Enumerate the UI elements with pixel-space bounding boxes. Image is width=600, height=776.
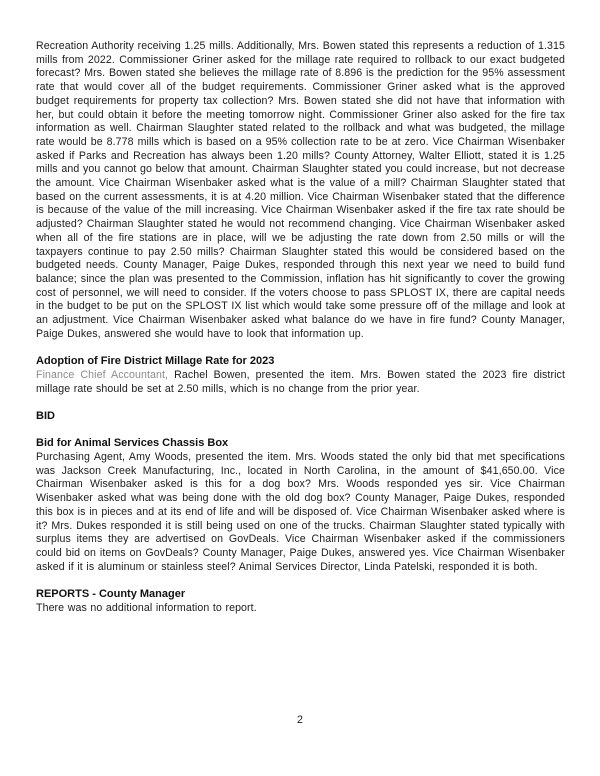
heading-fire-district-millage: Adoption of Fire District Millage Rate for 2023 [36,355,275,368]
paragraph-millage-discussion: Recreation Authority receiving 1.25 mills. Additionally, Mrs. Bowen stated this represents a reduction of 1.315 mills from 2022. Commissioner Griner asked for the millage rate required to rollback to our exact budgeted forecast? Mrs. Bowen stated she believes the millage rate of 8.896 is the prediction for the 95% assessment rate that would cover all of the budget requirements. Commissioner Griner asked what is the approved budget requirements for property tax collection? Mrs. Bowen stated she did not have that information with her, but could obtain it before the meeting tomorrow night. Commissioner Griner also asked for the fire tax information as well. Chairman Slaughter stated related to the rollback and what was budgeted, the millage rate would be 8.778 mills which is based on a 95% collection rate to be at zero. Vice Chairman Wisenbaker asked if Parks and Recreation has always been 1.20 mills? County Attorney, Walter Elliott, stated it is 1.25 mills and you cannot go below that amount. Chairman Slaughter stated you could increase, but not decrease the amount. Vice Chairman Wisenbaker asked what is the value of a mill? Chairman Slaughter stated that based on the current assessments, it is at 4.20 million. Vice Chairman Wisenbaker stated that the difference is because of the value of the mill increasing. Vice Chairman Wisenbaker asked if the fire tax rate should be adjusted? Chairman Slaughter stated he would not recommend changing. Vice Chairman Wisenbaker asked when all of the fire stations are in place, will we be adjusting the rate down from 2.50 mills or will the taxpayers continue to pay 2.50 mills? Chairman Slaughter stated this would be considered based on the budgeted needs. County Manager, Paige Dukes, responded through this next year we need to build fund balance; since the plan was presented to the Commission, inflation has hit significantly to cover the growing cost of personnel, we will need to consider. If the voters choose to pass SPLOST IX, there are capital needs in the budget to be put on the SPLOST IX list which would take some pressure off of the millage and look at an adjustment. Vice Chairman Wisenbaker asked what balance do we have in fire fund? County Manager, Paige Dukes, answered she would have to look that information up. [36,40,565,340]
paragraph-reports: There was no additional information to report. [36,601,257,614]
heading-reports-county-manager: REPORTS - County Manager [36,588,186,601]
fire-district-body-text: Rachel Bowen, presented the item. Mrs. Bowen stated the 2023 fire district millage rate should be set at 2.50 mills, which is no change from the prior year. [36,368,565,395]
paragraph-animal-services: Purchasing Agent, Amy Woods, presented the item. Mrs. Woods stated the only bid that met specifications was Jackson Creek Manufacturing, Inc., located in North Carolina, in the amount of $41,650.00. Vice Chairman Wisenbaker asked is this for a dog box? Mrs. Woods responded yes sir. Vice Chairman Wisenbaker asked what was being done with the old dog box? County Manager, Paige Dukes, responded this box is in pieces and at its end of life and will be disposed of. Vice Chairman Wisenbaker asked where is it? Mrs. Dukes responded it is still being used on one of the trucks. Chairman Slaughter stated typically with surplus items they are advertised on GovDeals. Vice Chairman Wisenbaker asked if the commissioners could bid on items on GovDeals? County Manager, Paige Dukes, answered yes. Vice Chairman Wisenbaker asked if it is aluminum or stainless steel? Animal Services Director, Linda Patelski, responded it is both. [36,451,565,573]
heading-bid-section: BID [36,409,55,422]
heading-animal-services-bid: Bid for Animal Services Chassis Box [36,437,229,450]
fire-district-lead-text: Finance Chief Accountant, [36,368,169,381]
paragraph-fire-district [36,369,565,396]
page-number: 2 [297,714,303,726]
